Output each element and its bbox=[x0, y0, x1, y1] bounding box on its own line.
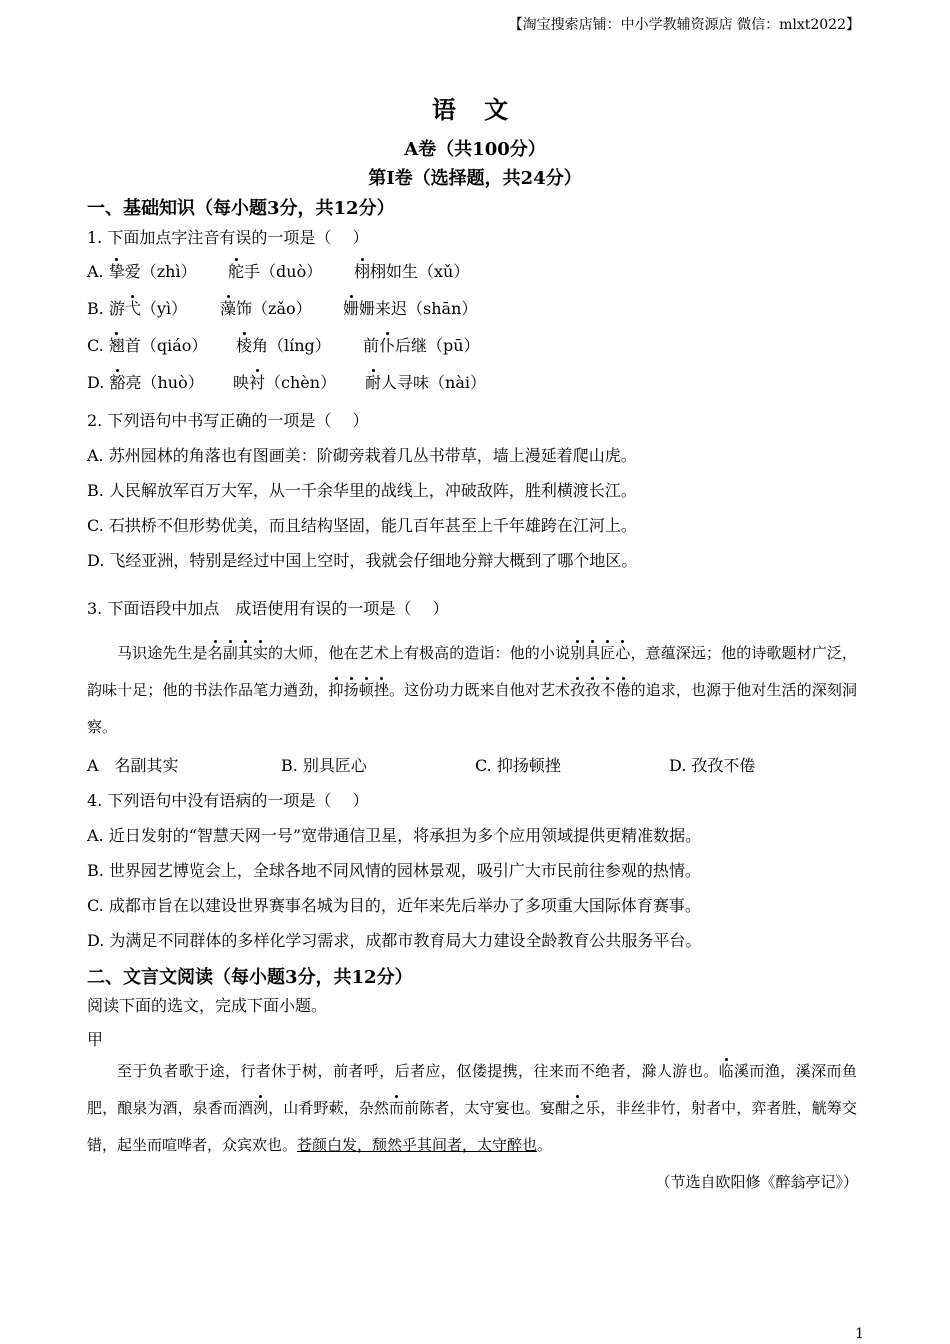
dotted-char: 栩 bbox=[354, 262, 371, 281]
q1-option: A. 挚爱（zhì） bbox=[87, 262, 197, 281]
dotted-char: 耐 bbox=[365, 373, 382, 392]
dotted-char: 挚 bbox=[108, 262, 125, 281]
dotted-idiom: 名副其实 bbox=[207, 644, 269, 662]
passage-source: （节选自欧阳修《醉翁亭记》） bbox=[655, 1173, 858, 1191]
q3-option-d: D. 孜孜不倦 bbox=[669, 756, 756, 775]
dotted-idiom: 抑扬顿挫 bbox=[328, 681, 389, 699]
q1-option: 舵手（duò） bbox=[228, 262, 323, 281]
q3-option-b: B. 别具匠心 bbox=[281, 756, 367, 775]
subtitle-a: A卷（共100分） bbox=[404, 139, 546, 160]
question-3-stem: 3. 下面语段中加点 成语使用有误的一项是（ ） bbox=[87, 599, 449, 618]
classical-passage: 至于负者歌于途，行者休于树，前者呼，后者应，伛偻提携，往来而不绝者，滁人游也。临溪而渔，溪深而鱼肥，酿泉为酒，泉香而酒洌，山肴野蔌，杂然而前陈者，太守宴也。宴酣之乐，非丝非竹，射者中，弈者胜，觥筹交错，起坐而喧哗者，众宾欢也。苍颜白发，颓然乎其间者，太守醉也。 bbox=[87, 1062, 857, 1154]
q4-option-c: C. 成都市旨在以建设世界赛事名城为目的，近年来先后举办了多项重大国际体育赛事。 bbox=[87, 896, 701, 915]
q1-option: C. 翘首（qiáo） bbox=[87, 336, 208, 355]
section-basic-knowledge: 一、基础知识（每小题3分，共12分） bbox=[87, 198, 395, 219]
header-note: 【淘宝搜索店铺：中小学教辅资源店 微信：mlxt2022】 bbox=[508, 17, 860, 33]
q2-option-a: A. 苏州园林的角落也有图画美：阶砌旁栽着几丛书带草，墙上漫延着爬山虎。 bbox=[87, 446, 637, 465]
q2-option-d: D. 飞经亚洲，特别是经过中国上空时，我就会仔细地分辩大概到了哪个地区。 bbox=[87, 551, 638, 570]
q1-option: 姗姗来迟（shān） bbox=[343, 299, 478, 318]
dotted-char: 洌 bbox=[253, 1099, 269, 1117]
q1-option: 前仆后继（pū） bbox=[363, 336, 480, 355]
q1-option: D. 豁亮（huò） bbox=[87, 373, 204, 392]
page-title: 语 文 bbox=[431, 95, 519, 124]
dotted-char: 临 bbox=[718, 1062, 734, 1080]
q2-option-c: C. 石拱桥不但形势优美，而且结构坚固，能几百年甚至上千年雄跨在江河上。 bbox=[87, 516, 637, 535]
subtitle-b: 第Ⅰ卷（选择题，共24分） bbox=[368, 168, 582, 189]
dotted-char: 棱 bbox=[236, 336, 253, 355]
dotted-char: 舵 bbox=[228, 262, 245, 281]
dotted-char: 而 bbox=[388, 1099, 405, 1117]
q1-option: B. 游弋（yì） bbox=[87, 299, 188, 318]
q4-option-a: A. 近日发射的“智慧天网一号”宽带通信卫星，将承担为多个应用领域提供更精准数据。 bbox=[87, 826, 702, 845]
question-4-stem: 4. 下列语句中没有语病的一项是（ ） bbox=[87, 791, 369, 810]
dotted-char: 弋 bbox=[124, 299, 141, 318]
q4-option-b: B. 世界园艺博览会上，全球各地不同风情的园林景观，吸引广大市民前往参观的热情。 bbox=[87, 861, 701, 880]
dotted-idiom: 孜孜不倦 bbox=[570, 681, 631, 699]
dotted-char: 之 bbox=[570, 1099, 586, 1117]
q1-option: 藻饰（zǎo） bbox=[220, 299, 312, 318]
q2-option-b: B. 人民解放军百万大军，从一千余华里的战线上，冲破敌阵，胜利横渡长江。 bbox=[87, 481, 637, 500]
dotted-char: 姗 bbox=[343, 299, 360, 318]
q1-option: 棱角（líng） bbox=[236, 336, 331, 355]
question-2-stem: 2. 下列语句中书写正确的一项是（ ） bbox=[87, 411, 369, 430]
reading-instruction: 阅读下面的选文，完成下面小题。 bbox=[87, 996, 328, 1015]
q3-option-a: A 名副其实 bbox=[87, 756, 179, 775]
q1-option: 栩栩如生（xǔ） bbox=[354, 262, 470, 281]
underlined-sentence: 苍颜白发，颓然乎其间者，太守醉也 bbox=[297, 1136, 538, 1154]
q3-option-c: C. 抑扬顿挫 bbox=[475, 756, 561, 775]
passage-label-jia: 甲 bbox=[87, 1030, 104, 1049]
dotted-char: 仆 bbox=[379, 336, 396, 355]
dotted-idiom: 别具匠心 bbox=[570, 644, 631, 662]
section-classical-reading: 二、文言文阅读（每小题3分，共12分） bbox=[87, 967, 413, 988]
q1-option: 映衬（chèn） bbox=[233, 373, 337, 392]
dotted-char: 藻 bbox=[220, 299, 237, 318]
dotted-char: 豁 bbox=[109, 373, 126, 392]
dotted-char: 衬 bbox=[249, 373, 266, 392]
question-1-stem: 1. 下面加点字注音有误的一项是（ ） bbox=[87, 228, 369, 247]
q4-option-d: D. 为满足不同群体的多样化学习需求，成都市教育局大力建设全龄教育公共服务平台。 bbox=[87, 931, 702, 950]
q3-passage: 马识途先生是名副其实的大师，他在艺术上有极高的造诣：他的小说别具匠心，意蕴深远；他的诗歌题材广泛，韵味十足；他的书法作品笔力遒劲，抑扬顿挫。这份功力既来自他对艺术孜孜不倦的追求，也源于他对生活的深刻洞察。 bbox=[87, 644, 857, 736]
dotted-char: 翘 bbox=[108, 336, 125, 355]
q1-option: 耐人寻味（nài） bbox=[365, 373, 486, 392]
page-number: 1 bbox=[855, 1326, 864, 1342]
